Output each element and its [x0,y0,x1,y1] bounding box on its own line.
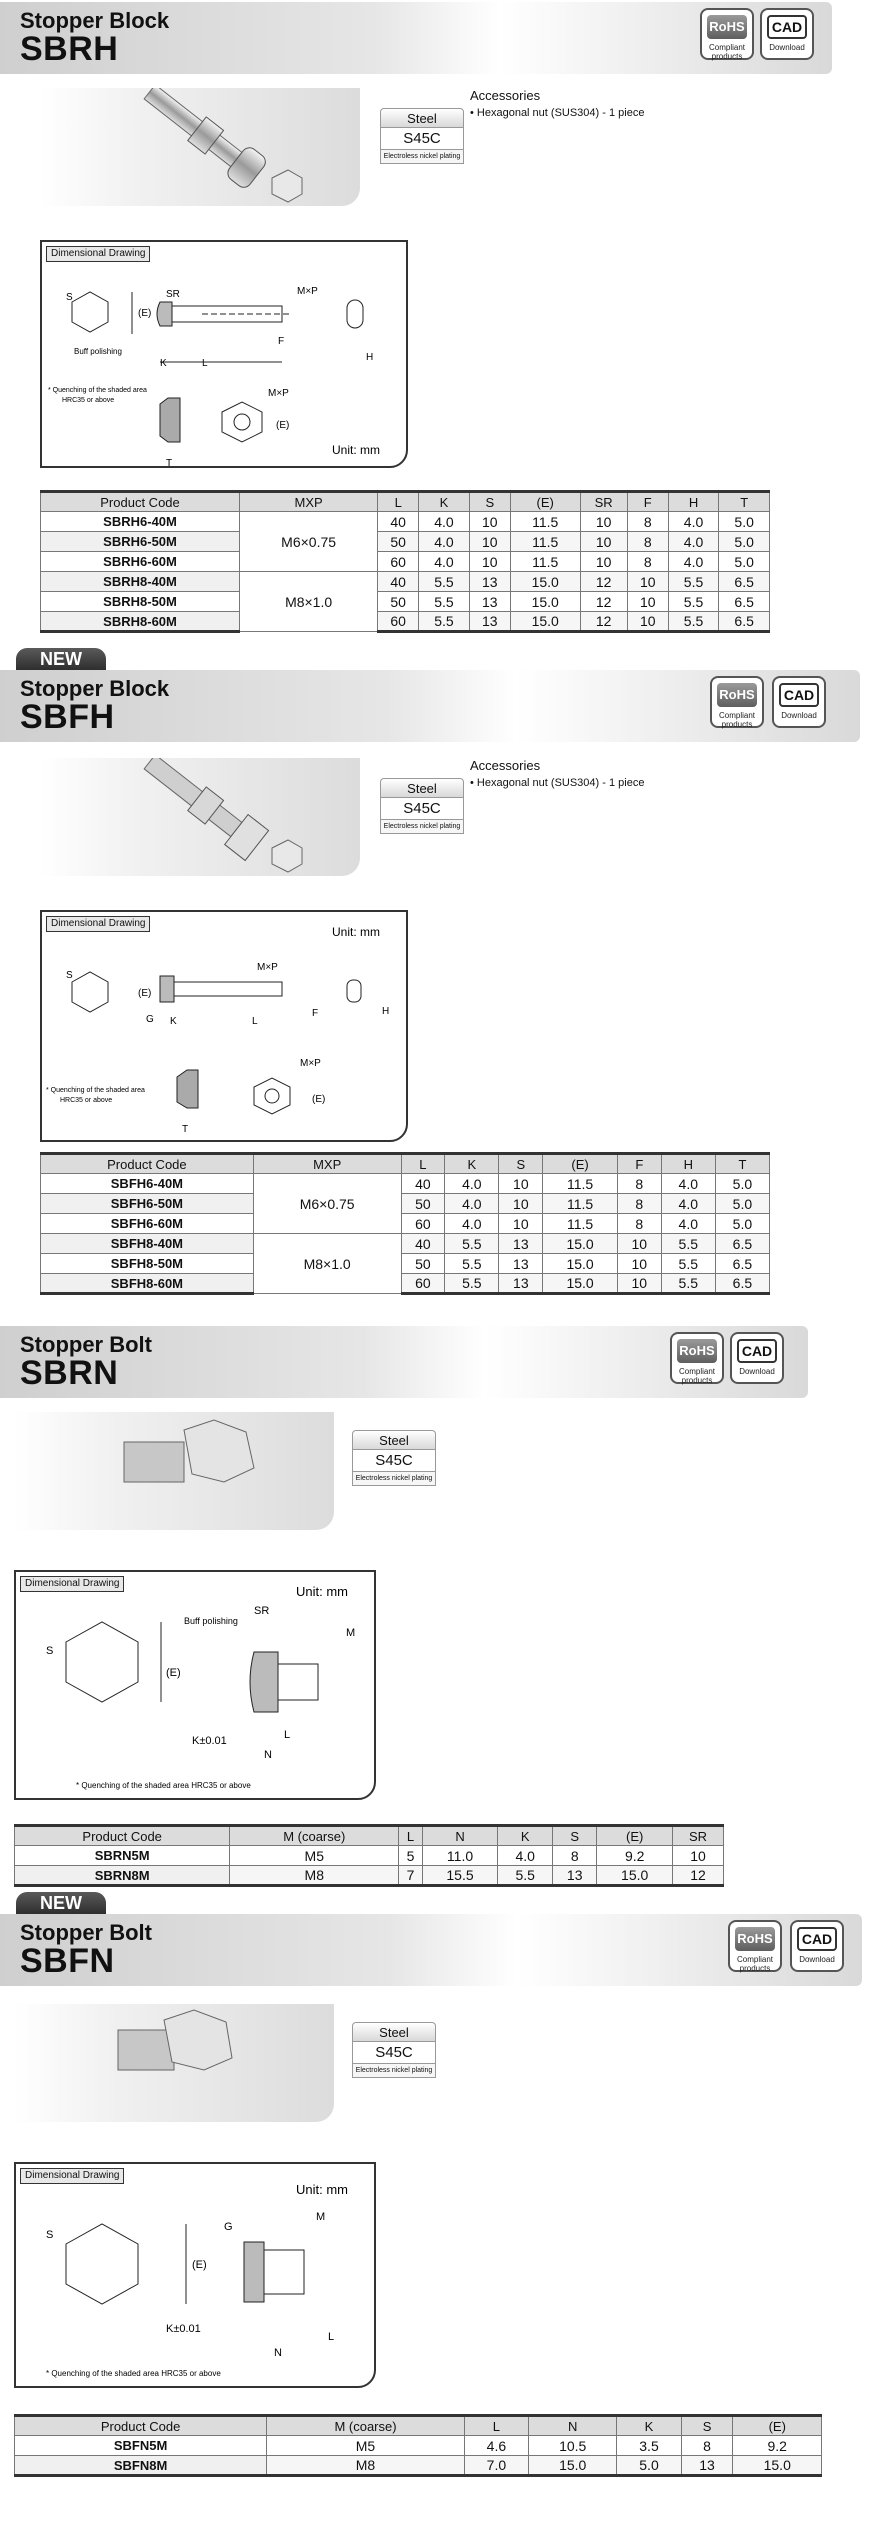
table-cell: 11.5 [510,552,580,572]
svg-text:N: N [264,1749,272,1761]
table-cell: 10 [499,1194,543,1214]
column-header: SR [672,1826,723,1846]
product-category: Stopper Block [20,8,170,33]
svg-text:K±0.01: K±0.01 [166,2323,201,2335]
accessories: Accessories • Hexagonal nut (SUS304) - 1 piece [470,88,645,119]
table-cell: 13 [681,2456,733,2476]
table-cell: 5.5 [419,572,470,592]
column-header: F [627,492,668,512]
svg-text:K±0.01: K±0.01 [192,1735,227,1747]
column-header: (E) [543,1154,618,1174]
table-cell: 4.0 [445,1214,499,1234]
cad-icon: CAD [797,1927,837,1951]
svg-text:Unit: mm: Unit: mm [296,1584,348,1599]
svg-text:M: M [316,2211,326,2223]
drawing-svg [42,912,410,1144]
table-row [41,1214,770,1234]
table-cell: 8 [617,1194,661,1214]
table-cell: 5.0 [715,1174,769,1194]
cad-icon: CAD [737,1339,777,1363]
product-code-cell: SBRN5M [15,1846,230,1866]
column-header: S [469,492,510,512]
table-cell: M8 [230,1866,399,1886]
product-photo [14,1412,334,1530]
table-cell: 10 [617,1274,661,1294]
table-cell: 9.2 [733,2436,822,2456]
table-cell: 6.5 [719,572,770,592]
svg-text:* Quenching of the shaded area: * Quenching of the shaded area HRC35 or above [76,1781,251,1790]
table-cell: 8 [627,512,668,532]
table-cell: 10 [617,1234,661,1254]
column-header: N [422,1826,498,1846]
spec-table-sbrn [14,1824,724,1887]
table-cell: 15.0 [597,1866,673,1886]
table-row [15,2436,822,2456]
drawing-svg [16,1572,378,1802]
svg-text:M×P: M×P [268,388,289,399]
table-cell: 11.5 [543,1174,618,1194]
svg-text:H: H [366,352,374,363]
table-row [41,572,770,592]
table-cell: 6.5 [719,592,770,612]
svg-text:L: L [284,1729,291,1741]
table-cell: 5.5 [661,1254,715,1274]
column-header: SR [580,492,627,512]
svg-text:L: L [252,1016,258,1027]
product-photo [40,88,360,206]
rohs-icon: RoHS [677,1339,717,1363]
cad-download-button[interactable]: CAD Download [790,1920,844,1972]
svg-text:S: S [66,970,73,981]
svg-text:(E): (E) [312,1094,326,1105]
table-cell: 15.0 [510,572,580,592]
table-cell: 4.0 [668,512,719,532]
column-header: T [715,1154,769,1174]
table-cell: 10 [580,532,627,552]
cad-icon: CAD [767,15,807,39]
section-sbfn [0,1892,896,2522]
svg-text:(E): (E) [166,1667,181,1679]
column-header: Product Code [41,1154,254,1174]
svg-text:* Quenching of the shaded area: * Quenching of the shaded area [46,1087,145,1094]
svg-text:(E): (E) [138,988,152,999]
table-cell: 15.0 [543,1234,618,1254]
svg-text:T: T [166,458,173,469]
section-sbfh [0,648,896,1298]
column-header: L [464,2416,528,2436]
table-cell: 8 [627,552,668,572]
column-header: T [719,492,770,512]
drawing-svg [16,2164,378,2390]
product-photo [14,2004,334,2122]
product-code-cell: SBFH8-40M [41,1234,254,1254]
table-cell: 12 [580,592,627,612]
table-cell: M5 [267,2436,465,2456]
column-header: N [528,2416,616,2436]
svg-text:HRC35 or above: HRC35 or above [60,1097,113,1104]
table-cell: 5.0 [719,512,770,532]
bolt-image [40,88,360,206]
table-cell: 5.5 [445,1254,499,1274]
table-cell: 5.5 [419,612,470,632]
table-cell: 13 [469,612,510,632]
svg-text:(E): (E) [276,420,290,431]
table-cell: 50 [401,1254,445,1274]
accessories: Accessories • Hexagonal nut (SUS304) - 1 piece [470,758,645,789]
material-box: Steel S45C Electroless nickel plating [352,1430,436,1486]
column-header: (E) [733,2416,822,2436]
svg-text:K: K [170,1016,177,1027]
table-cell: 13 [499,1234,543,1254]
product-code-cell: SBFH6-50M [41,1194,254,1214]
rohs-badge: RoHS Compliant products [700,8,754,60]
svg-text:Unit: mm: Unit: mm [332,925,380,939]
table-cell: 50 [401,1194,445,1214]
column-header: MXP [253,1154,401,1174]
rohs-badge: RoHS Compliant products [728,1920,782,1972]
table-cell: 10 [469,532,510,552]
table-cell: 5.0 [719,552,770,572]
table-cell: 5.0 [719,532,770,552]
table-row [41,552,770,572]
title-bar: Stopper Bolt SBRN RoHS Compliant products CAD Download [0,1326,808,1398]
table-cell: 15.5 [422,1866,498,1886]
table-cell: 10 [499,1214,543,1234]
table-row [41,532,770,552]
svg-text:Buff polishing: Buff polishing [74,347,122,356]
cad-icon: CAD [779,683,819,707]
table-cell: 50 [378,532,419,552]
table-cell: 60 [401,1214,445,1234]
column-header: F [617,1154,661,1174]
cad-download-button[interactable]: CAD Download [760,8,814,60]
column-header: L [399,1826,423,1846]
table-cell: M8×1.0 [253,1234,401,1294]
table-cell: 8 [617,1174,661,1194]
table-cell: 5.0 [617,2456,681,2476]
spec-table-sbfh [40,1152,770,1295]
svg-text:G: G [146,1014,154,1025]
drawing-svg [42,242,410,470]
table-cell: 6.5 [715,1254,769,1274]
spec-table-sbfn [14,2414,822,2477]
section-sbrn [0,1326,896,1886]
column-header: K [445,1154,499,1174]
table-row [41,1194,770,1214]
product-code-cell: SBRH8-50M [41,592,240,612]
table-cell: 5.5 [661,1274,715,1294]
table-cell: 4.0 [661,1174,715,1194]
rohs-icon: RoHS [717,683,757,707]
product-code-cell: SBFH6-40M [41,1174,254,1194]
table-cell: 10 [672,1846,723,1866]
table-cell: 5.5 [668,592,719,612]
table-cell: 3.5 [617,2436,681,2456]
bolt-image [40,758,360,876]
column-header: S [681,2416,733,2436]
table-cell: 6.5 [719,612,770,632]
new-badge: NEW [16,648,106,670]
table-cell: 40 [401,1234,445,1254]
material-box: Steel S45C Electroless nickel plating [380,108,464,164]
bolt-image [14,1412,334,1530]
table-row [41,592,770,612]
table-cell: 4.0 [498,1846,553,1866]
section-sbrh [0,0,896,630]
svg-text:F: F [312,1008,319,1019]
product-code-cell: SBRH8-40M [41,572,240,592]
material-box: Steel S45C Electroless nickel plating [380,778,464,834]
table-cell: 12 [580,572,627,592]
table-cell: 10 [469,512,510,532]
svg-text:G: G [224,2221,233,2233]
table-cell: 11.5 [543,1214,618,1234]
table-cell: 10 [617,1254,661,1274]
cad-download-button[interactable]: CAD Download [730,1332,784,1384]
unit-label: Unit: mm [332,443,380,457]
dimensional-drawing: Dimensional Drawing Unit: mm S (E) Buff polishing SR M K±0.01 L N * Quenching of the shaded area HRC35 or above [14,1570,376,1800]
column-header: K [617,2416,681,2436]
column-header: S [499,1154,543,1174]
table-cell: 5.5 [419,592,470,612]
new-badge: NEW [16,1892,106,1914]
svg-text:L: L [328,2331,335,2343]
table-cell: 12 [672,1866,723,1886]
product-code-cell: SBFH8-60M [41,1274,254,1294]
table-cell: 6.5 [715,1274,769,1294]
svg-text:S: S [46,1645,54,1657]
title-bar: Stopper Block SBFH RoHS Compliant products CAD Download [0,670,860,742]
column-header: Product Code [41,492,240,512]
table-cell: 5 [399,1846,423,1866]
dimensional-drawing: Dimensional Drawing S (E) Buff polishing SR M×P F L K H * Quenching of the shaded area HRC35 or above T M×P (E) Unit: mm [40,240,408,468]
table-cell: 4.0 [668,532,719,552]
table-cell: 15.0 [543,1274,618,1294]
svg-text:SR: SR [166,289,180,300]
table-cell: M6×0.75 [240,512,378,572]
product-code-cell: SBRN8M [15,1866,230,1886]
column-header: K [419,492,470,512]
table-cell: 5.5 [668,612,719,632]
table-row [41,1234,770,1254]
svg-text:T: T [182,1124,189,1135]
rohs-icon: RoHS [735,1927,775,1951]
svg-text:HRC35 or above: HRC35 or above [62,397,115,404]
table-cell: 5.5 [668,572,719,592]
table-cell: 60 [378,612,419,632]
product-code-cell: SBRH6-60M [41,552,240,572]
table-cell: 7 [399,1866,423,1886]
table-cell: 9.2 [597,1846,673,1866]
table-cell: 4.6 [464,2436,528,2456]
table-cell: 4.0 [661,1194,715,1214]
table-cell: 5.0 [715,1194,769,1214]
table-cell: 40 [378,512,419,532]
table-cell: 4.0 [419,552,470,572]
rohs-badge: RoHS Compliant products [670,1332,724,1384]
table-cell: 11.0 [422,1846,498,1866]
table-cell: 15.0 [543,1254,618,1274]
table-cell: 10 [499,1174,543,1194]
column-header: MXP [240,492,378,512]
svg-text:M: M [346,1627,356,1639]
table-cell: 60 [378,552,419,572]
table-cell: 10 [580,512,627,532]
table-cell: 10 [627,592,668,612]
product-code-cell: SBFN5M [15,2436,267,2456]
svg-text:M×P: M×P [300,1058,321,1069]
product-code-cell: SBFH8-50M [41,1254,254,1274]
dimensional-drawing: Dimensional Drawing Unit: mm S (E) G M K±0.01 L N * Quenching of the shaded area HRC35 or above [14,2162,376,2388]
dimensional-drawing: Dimensional Drawing Unit: mm S (E) M×P G K L F H * Quenching of the shaded area HRC35 or above T M×P (E) [40,910,408,1142]
table-cell: 10 [469,552,510,572]
svg-text:Buff polishing: Buff polishing [184,1616,238,1626]
table-cell: 15.0 [510,612,580,632]
table-cell: 8 [681,2436,733,2456]
column-header: L [401,1154,445,1174]
table-cell: 10 [627,612,668,632]
table-cell: 10.5 [528,2436,616,2456]
product-code-cell: SBFN8M [15,2456,267,2476]
material-box: Steel S45C Electroless nickel plating [352,2022,436,2078]
table-cell: 15.0 [510,592,580,612]
table-cell: 13 [499,1254,543,1274]
table-cell: 8 [553,1846,597,1866]
svg-text:L: L [202,358,208,369]
table-cell: 40 [378,572,419,592]
svg-text:K: K [160,358,167,369]
table-row [41,512,770,532]
table-cell: 11.5 [510,512,580,532]
table-cell: 5.0 [715,1214,769,1234]
dim-s-label: S [66,292,73,303]
table-cell: 7.0 [464,2456,528,2476]
svg-text:F: F [278,336,285,347]
svg-text:SR: SR [254,1605,270,1617]
title-bar [0,2,832,74]
table-cell: 5.5 [498,1866,553,1886]
table-cell: 12 [580,612,627,632]
table-cell: 10 [580,552,627,572]
spec-table-sbrh [40,490,770,633]
column-header: K [498,1826,553,1846]
table-cell: 8 [617,1214,661,1234]
table-cell: 13 [499,1274,543,1294]
table-cell: 8 [627,532,668,552]
column-header: S [553,1826,597,1846]
rohs-icon: RoHS [707,15,747,39]
table-cell: M8×1.0 [240,572,378,632]
table-cell: 11.5 [510,532,580,552]
svg-text:M×P: M×P [257,962,278,973]
svg-text:H: H [382,1006,390,1017]
product-photo [40,758,360,876]
product-name: SBRH [20,30,119,68]
table-row [41,1174,770,1194]
column-header: M (coarse) [267,2416,465,2436]
table-row [41,1254,770,1274]
column-header: L [378,492,419,512]
table-cell: 4.0 [445,1194,499,1214]
dim-mxp-label: M×P [297,286,318,297]
svg-text:Unit: mm: Unit: mm [296,2182,348,2197]
column-header: H [661,1154,715,1174]
table-cell: 15.0 [733,2456,822,2476]
table-cell: 4.0 [445,1174,499,1194]
table-row [41,1274,770,1294]
column-header: Product Code [15,1826,230,1846]
product-code-cell: SBRH8-60M [41,612,240,632]
svg-text:* Quenching of the shaded area: * Quenching of the shaded area HRC35 or above [46,2369,221,2378]
table-row [15,2456,822,2476]
table-row [41,612,770,632]
table-cell: 60 [401,1274,445,1294]
table-cell: 5.5 [661,1234,715,1254]
product-code-cell: SBRH6-50M [41,532,240,552]
product-code-cell: SBFH6-60M [41,1214,254,1234]
column-header: (E) [597,1826,673,1846]
bolt-image [14,2004,334,2122]
table-cell: 4.0 [661,1214,715,1234]
table-row [15,1846,724,1866]
table-cell: 40 [401,1174,445,1194]
table-cell: 50 [378,592,419,612]
title-bar: Stopper Bolt SBFN RoHS Compliant products CAD Download [0,1914,862,1986]
table-cell: 6.5 [715,1234,769,1254]
dim-e-label: (E) [138,308,152,319]
table-cell: 4.0 [419,532,470,552]
table-cell: M5 [230,1846,399,1866]
svg-text:N: N [274,2347,282,2359]
table-cell: 4.0 [419,512,470,532]
table-cell: 15.0 [528,2456,616,2476]
table-cell: 10 [627,572,668,592]
svg-text:(E): (E) [192,2259,207,2271]
table-cell: 13 [469,592,510,612]
rohs-badge: RoHS Compliant products [710,676,764,728]
column-header: M (coarse) [230,1826,399,1846]
table-cell: 5.5 [445,1234,499,1254]
table-cell: 13 [553,1866,597,1886]
product-code-cell: SBRH6-40M [41,512,240,532]
svg-text:S: S [46,2229,54,2241]
column-header: Product Code [15,2416,267,2436]
table-cell: 11.5 [543,1194,618,1214]
cad-download-button[interactable]: CAD Download [772,676,826,728]
table-row [15,1866,724,1886]
svg-text:* Quenching of the shaded area: * Quenching of the shaded area [48,387,147,394]
table-cell: 13 [469,572,510,592]
table-cell: 4.0 [668,552,719,572]
column-header: (E) [510,492,580,512]
column-header: H [668,492,719,512]
table-cell: M8 [267,2456,465,2476]
table-cell: 5.5 [445,1274,499,1294]
table-cell: M6×0.75 [253,1174,401,1234]
